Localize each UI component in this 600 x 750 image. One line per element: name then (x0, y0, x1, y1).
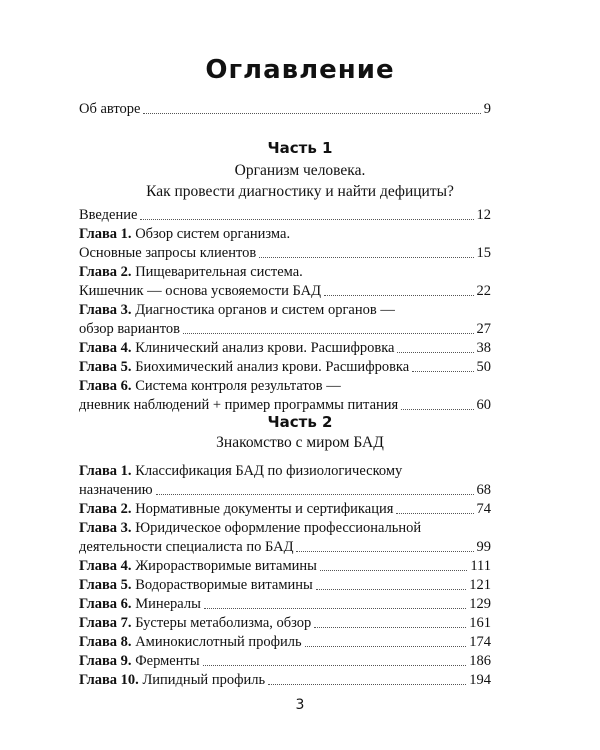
chapter-title: Юридическое оформление профессиональной (135, 520, 422, 536)
chapter-title: Классификация БАД по физиологическому (135, 463, 403, 479)
chapter-number: Глава 5. (79, 359, 132, 375)
chapter-number: Глава 4. (79, 558, 132, 574)
toc-entry-part2-chapter5[interactable] (79, 576, 491, 595)
part2-toc-list (79, 462, 491, 690)
chapter-title: Биохимический анализ крови. Расшифровка (135, 359, 410, 375)
toc-entry-part2-chapter2[interactable] (79, 500, 491, 519)
chapter-number: Глава 2. (79, 501, 132, 517)
entry-page: 15 (476, 245, 491, 261)
dot-leader (320, 570, 467, 571)
dot-leader (156, 494, 474, 495)
dot-leader (316, 589, 466, 590)
dot-leader (324, 295, 473, 296)
dot-leader (259, 257, 473, 258)
toc-entry-part2-chapter4[interactable] (79, 557, 491, 576)
chapter-title: Минералы (135, 596, 201, 612)
dot-leader (314, 627, 466, 628)
part2-heading: Часть 2 (267, 413, 333, 431)
chapter-title-cont: обзор вариантов (79, 321, 180, 337)
chapter-title-cont: дневник наблюдений + пример программы питания (79, 397, 399, 413)
chapter-number: Глава 7. (79, 615, 132, 631)
part2-subtitle-line1: Знакомство с миром БАД (216, 434, 384, 451)
dot-leader (396, 513, 473, 514)
toc-entry-part1-chapter2[interactable] (79, 263, 491, 301)
chapter-number: Глава 6. (79, 378, 132, 394)
entry-page: 174 (469, 634, 491, 650)
chapter-number: Глава 10. (79, 672, 139, 688)
entry-label: Введение (79, 207, 138, 223)
entry-page: 60 (476, 397, 491, 413)
toc-entry-part2-chapter1[interactable] (79, 462, 491, 500)
toc-entry-part1-chapter3[interactable] (79, 301, 491, 339)
chapter-number: Глава 1. (79, 226, 132, 242)
entry-page: 50 (476, 359, 491, 375)
page-number: 3 (295, 697, 305, 713)
toc-entry-part2-chapter9[interactable] (79, 652, 491, 671)
entry-page: 194 (469, 672, 491, 688)
chapter-title-cont: деятельности специалиста по БАД (79, 539, 294, 555)
toc-title: Оглавление (205, 55, 395, 85)
toc-entry-part1-chapter4[interactable] (79, 339, 491, 358)
entry-page: 74 (476, 501, 491, 517)
entry-page: 68 (476, 482, 491, 498)
toc-entry-part2-chapter3[interactable] (79, 519, 491, 557)
chapter-number: Глава 4. (79, 340, 132, 356)
dot-leader (143, 113, 480, 114)
dot-leader (296, 551, 473, 552)
entry-page: 129 (469, 596, 491, 612)
entry-label: Об авторе (79, 101, 141, 117)
dot-leader (183, 333, 474, 334)
part1-subtitle-line1: Организм человека. (234, 162, 366, 179)
toc-entry-intro[interactable] (79, 206, 491, 225)
chapter-number: Глава 3. (79, 302, 132, 318)
toc-entry-part2-chapter6[interactable] (79, 595, 491, 614)
entry-page: 22 (476, 283, 491, 299)
chapter-number: Глава 8. (79, 634, 132, 650)
chapter-title-cont: Кишечник — основа усвояемости БАД (79, 283, 322, 299)
toc-entry-part1-chapter6[interactable] (79, 377, 491, 415)
toc-entry-about[interactable] (79, 100, 491, 119)
part1-subtitle-line2: Как провести диагностику и найти дефициты? (146, 183, 454, 200)
part1-heading: Часть 1 (267, 139, 333, 157)
chapter-title: Жирорастворимые витамины (135, 558, 317, 574)
entry-page: 27 (476, 321, 491, 337)
chapter-title: Липидный профиль (142, 672, 266, 688)
chapter-number: Глава 5. (79, 577, 132, 593)
entry-page: 9 (483, 101, 491, 117)
chapter-title: Обзор систем организма. (135, 226, 291, 242)
entry-page: 99 (476, 539, 491, 555)
chapter-number: Глава 2. (79, 264, 132, 280)
chapter-title: Аминокислотный профиль (135, 634, 302, 650)
chapter-title: Диагностика органов и систем органов — (135, 302, 395, 318)
dot-leader (268, 684, 466, 685)
entry-page: 111 (470, 558, 491, 574)
chapter-title: Нормативные документы и сертификация (135, 501, 394, 517)
dot-leader (305, 646, 467, 647)
entry-page: 186 (469, 653, 491, 669)
chapter-title: Ферменты (135, 653, 200, 669)
toc-entry-part1-chapter5[interactable] (79, 358, 491, 377)
toc-entry-part1-chapter1[interactable] (79, 225, 491, 263)
dot-leader (204, 608, 466, 609)
chapter-title: Водорастворимые витамины (135, 577, 313, 593)
entry-page: 12 (476, 207, 491, 223)
chapter-title-cont: Основные запросы клиентов (79, 245, 257, 261)
toc-entry-part2-chapter10[interactable] (79, 671, 491, 690)
dot-leader (401, 409, 473, 410)
dot-leader (203, 665, 467, 666)
toc-entry-part2-chapter7[interactable] (79, 614, 491, 633)
chapter-title: Пищеварительная система. (135, 264, 303, 280)
chapter-number: Глава 9. (79, 653, 132, 669)
chapter-title: Система контроля результатов — (135, 378, 341, 394)
dot-leader (397, 352, 473, 353)
part1-toc-list (79, 206, 491, 415)
dot-leader (140, 219, 473, 220)
entry-page: 121 (469, 577, 491, 593)
chapter-number: Глава 1. (79, 463, 132, 479)
chapter-number: Глава 3. (79, 520, 132, 536)
entry-page: 161 (469, 615, 491, 631)
chapter-number: Глава 6. (79, 596, 132, 612)
entry-page: 38 (476, 340, 491, 356)
toc-entry-part2-chapter8[interactable] (79, 633, 491, 652)
chapter-title: Бустеры метаболизма, обзор (135, 615, 312, 631)
dot-leader (412, 371, 473, 372)
chapter-title: Клинический анализ крови. Расшифровка (135, 340, 395, 356)
chapter-title-cont: назначению (79, 482, 153, 498)
